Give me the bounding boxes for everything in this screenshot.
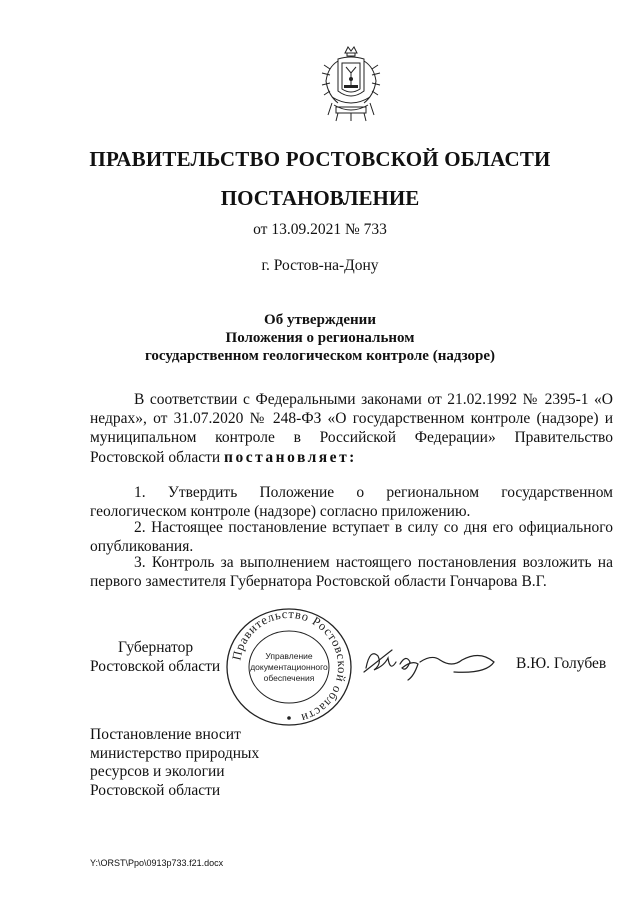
stamp-center-line-2: документационного (250, 662, 328, 672)
stamp-ring-text: Правительство Ростовской области (229, 606, 350, 726)
preamble-text: В соответствии с Федеральными законами от 21.02.1992 № 2395-1 «О недрах», от 31.07.2020 № 248-ФЗ «О государственном контроле (надзоре) и муниципальном контроле в Российской Федерации» Правительство Ростовской области (90, 391, 613, 466)
ministry-line-4: Ростовской области (90, 781, 221, 799)
government-title: ПРАВИТЕЛЬСТВО РОСТОВСКОЙ ОБЛАСТИ (89, 147, 551, 171)
official-stamp (224, 606, 354, 728)
signatory-role-line-1: Губернатор (118, 639, 194, 656)
document-type: ПОСТАНОВЛЕНИЕ (220, 186, 420, 210)
date-and-number: от 13.09.2021 № 733 (253, 221, 387, 238)
stamp-center-line-3: обеспечения (263, 673, 315, 683)
subject-line-3: государственном геологическом контроле (надзоре) (144, 348, 496, 364)
signatory-role (90, 638, 220, 676)
signatory-name: В.Ю. Голубев (516, 655, 607, 672)
preamble-paragraph (90, 390, 613, 467)
file-path: Y:\ORST\Ppo\0913p733.f21.docx (90, 858, 224, 868)
ministry-line-2: министерство природных (90, 744, 260, 762)
decree-word: постановляет: (224, 448, 357, 466)
coat-of-arms-icon (318, 45, 384, 123)
handwritten-signature (362, 642, 502, 682)
subject-line-2: Положения о региональном (225, 330, 415, 346)
list-item: 3. Контроль за выполнением настоящего постановления возложить на первого заместителя Губернатора Ростовской области Гончарова В.Г. (90, 554, 613, 591)
ministry-line-1: Постановление вносит (90, 726, 241, 743)
stamp-star-icon (287, 716, 291, 720)
submitting-ministry (90, 726, 259, 800)
document-subject (0, 311, 640, 365)
list-item: 1. Утвердить Положение о региональном государственном геологическом контроле (надзоре) согласно приложению. (90, 484, 613, 521)
ministry-line-3: ресурсов и экологии (90, 763, 225, 780)
stamp-center-line-1: Управление (265, 651, 313, 661)
signatory-role-line-2: Ростовской области (90, 658, 221, 675)
subject-line-1: Об утверждении (264, 312, 376, 328)
city: г. Ростов-на-Дону (261, 257, 379, 274)
list-item: 2. Настоящее постановление вступает в силу со дня его официального опубликования. (90, 519, 613, 556)
